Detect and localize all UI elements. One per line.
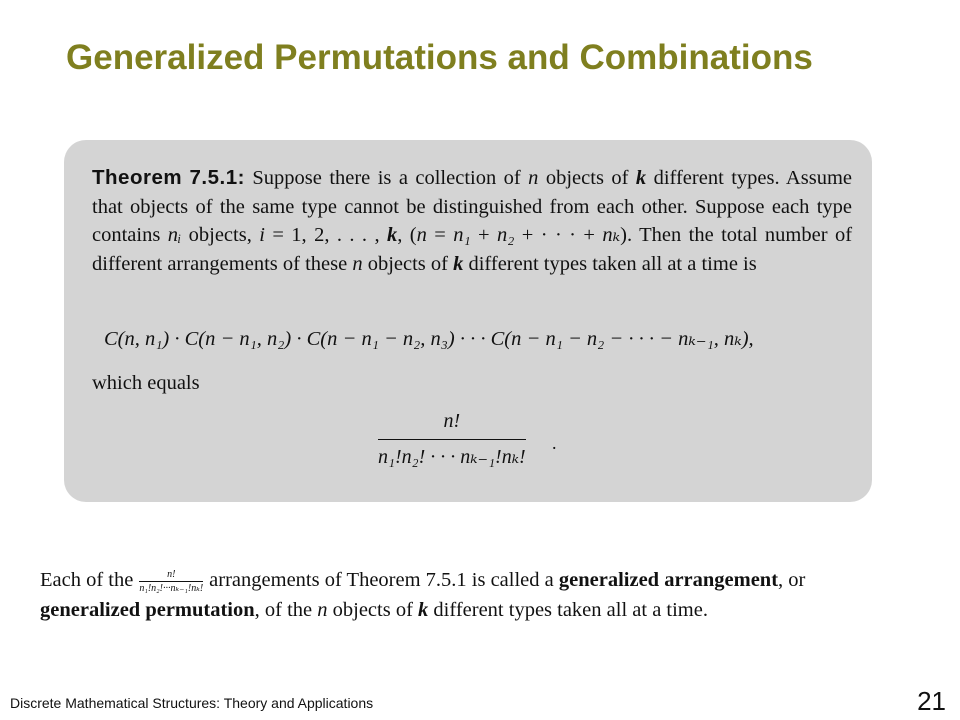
math-symbol: n: [352, 252, 363, 275]
theorem-text: =: [426, 224, 454, 246]
theorem-text: different types taken all at a time is: [463, 252, 757, 275]
math-symbol: k: [453, 252, 464, 275]
term-generalized-permutation: generalized permutation: [40, 599, 255, 621]
definition-text: different types taken all at a time.: [428, 599, 708, 621]
theorem-text: + · · · +: [514, 224, 603, 246]
math-symbol: nᵢ: [167, 224, 182, 246]
math-symbol: n: [317, 599, 328, 621]
theorem-text: +: [470, 224, 497, 246]
fraction-denominator: n₁!n₂! · · · nₖ₋₁!nₖ!: [378, 439, 526, 469]
term-generalized-arrangement: generalized arrangement: [558, 569, 779, 591]
theorem-text: Suppose there is a collection of: [244, 167, 529, 189]
inline-fraction: [139, 569, 203, 594]
theorem-label: Theorem: [92, 166, 183, 189]
inline-fraction-denominator: n₁!n₂!···nₖ₋₁!nₖ!: [139, 582, 204, 594]
which-equals-text: which equals: [92, 372, 200, 394]
fraction-numerator: n!: [443, 410, 461, 432]
inline-fraction-numerator: n!: [167, 568, 176, 580]
definition-paragraph: [40, 565, 890, 625]
definition-text: Each of the: [40, 569, 134, 591]
math-symbol: k: [386, 224, 398, 246]
theorem-statement: [92, 164, 852, 278]
math-symbol: n: [528, 167, 539, 189]
definition-text: , or: [778, 569, 806, 591]
definition-text: , of the: [254, 599, 318, 621]
definition-text: objects of: [327, 599, 419, 621]
math-symbol: k: [418, 599, 429, 621]
fraction-period: .: [552, 433, 557, 453]
theorem-text: ). Then the total number of different arrangements of these: [92, 224, 853, 275]
theorem-text: , (: [397, 224, 417, 246]
theorem-number: 7.5.1:: [189, 166, 245, 189]
math-symbol: i: [259, 224, 265, 246]
definition-text: arrangements of Theorem 7.5.1 is called a: [209, 569, 559, 591]
math-symbol: nₖ: [602, 224, 621, 246]
theorem-text: = 1, 2, . . . ,: [264, 224, 387, 246]
product-formula: C(n, n₁) · C(n − n₁, n₂) · C(n − n₁ − n₂, n₃) · · · C(n − n₁ − n₂ − · · · − nₖ₋₁, nₖ),: [104, 328, 754, 350]
theorem-text: objects of: [362, 252, 454, 275]
math-symbol: k: [635, 167, 647, 189]
theorem-text: objects,: [181, 224, 260, 246]
theorem-text: different types. Assume that objects of the same type cannot be distinguished from each other. Suppose each type contains: [92, 167, 852, 246]
theorem-text: objects of: [538, 167, 636, 189]
slide-footer: Discrete Mathematical Structures: Theory and Applications: [10, 695, 374, 711]
page-number: 21: [917, 686, 946, 716]
math-symbol: n₁: [453, 224, 471, 246]
slide-title: Generalized Permutations and Combinations: [66, 38, 813, 77]
multinomial-fraction: [378, 410, 526, 469]
math-symbol: n: [416, 224, 427, 246]
math-symbol: n₂: [496, 224, 515, 246]
